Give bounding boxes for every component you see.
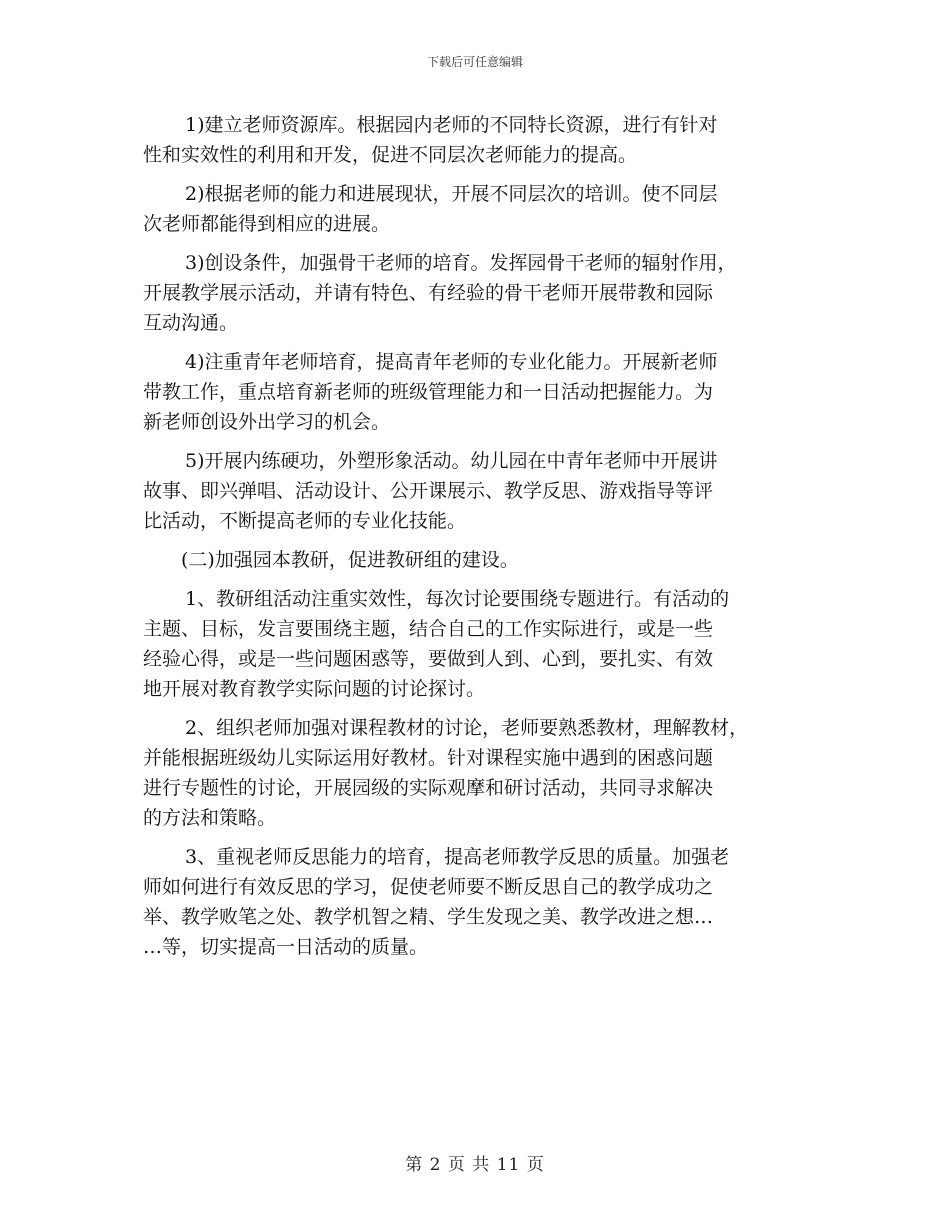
paragraph-line: 性和实效性的利用和开发，促进不同层次老师能力的提高。	[143, 144, 638, 166]
paragraph-line: 的方法和策略。	[143, 807, 277, 829]
paragraph-line: 地开展对教育教学实际问题的讨论探讨。	[143, 678, 486, 700]
paragraph-line: 1)建立老师资源库。根据园内老师的不同特长资源，进行有针对	[185, 114, 718, 136]
paragraph-line: 举、教学败笔之处、教学机智之精、学生发现之美、教学改进之想…	[143, 906, 714, 928]
paragraph-line: 次老师都能得到相应的进展。	[143, 213, 391, 235]
paragraph-line: 比活动，不断提高老师的专业化技能。	[143, 510, 467, 532]
paragraph-line: 经验心得，或是一些问题困惑等，要做到人到、心到，要扎实、有效	[143, 648, 714, 670]
paragraph-line: 带教工作，重点培育新老师的班级管理能力和一日活动把握能力。为	[143, 381, 714, 403]
paragraph-line: 2)根据老师的能力和进展现状，开展不同层次的培训。使不同层	[185, 183, 718, 205]
paragraph-line: 并能根据班级幼儿实际运用好教材。针对课程实施中遇到的困惑问题	[143, 747, 714, 769]
paragraph-line: 主题、目标，发言要围绕主题，结合自己的工作实际进行，或是一些	[143, 618, 714, 640]
paragraph	[143, 713, 811, 833]
paragraph-line: 3、重视老师反思能力的培育，提高老师教学反思的质量。加强老	[185, 846, 730, 868]
paragraph-line: (二)加强园本教研，促进教研组的建设。	[181, 549, 519, 571]
paragraph	[143, 842, 811, 962]
paragraph-line: 4)注重青年老师培育，提高青年老师的专业化能力。开展新老师	[185, 351, 718, 373]
paragraph-line: 故事、即兴弹唱、活动设计、公开课展示、教学反思、游戏指导等评	[143, 480, 714, 502]
paragraph-line: 师如何进行有效反思的学习，促使老师要不断反思自己的教学成功之	[143, 876, 714, 898]
paragraph-line: 新老师创设外出学习的机会。	[143, 411, 391, 433]
paragraph	[143, 347, 811, 437]
paragraph-line: 1、教研组活动注重实效性，每次讨论要围绕专题进行。有活动的	[185, 588, 730, 610]
paragraph	[143, 584, 811, 704]
paragraph-line: 互动沟通。	[143, 312, 239, 334]
paragraph	[143, 248, 811, 338]
paragraph-line: 进行专题性的讨论，开展园级的实际观摩和研讨活动，共同寻求解决	[143, 777, 714, 799]
paragraph	[143, 446, 811, 536]
paragraph-line: 2、组织老师加强对课程教材的讨论，老师要熟悉教材，理解教材，	[185, 717, 749, 739]
document-body	[143, 110, 811, 962]
page-header-note: 下载后可任意编辑	[426, 55, 523, 69]
paragraph	[143, 179, 811, 239]
paragraph-line: 开展教学展示活动，并请有特色、有经验的骨干老师开展带教和园际	[143, 282, 714, 304]
page-number-footer: 第 2 页 共 11 页	[405, 1155, 545, 1175]
paragraph-line: …等，切实提高一日活动的质量。	[143, 936, 429, 958]
paragraph	[143, 110, 811, 170]
paragraph-line: 3)创设条件，加强骨干老师的培育。发挥园骨干老师的辐射作用，	[185, 252, 737, 274]
paragraph-line: 5)开展内练硬功，外塑形象活动。幼儿园在中青年老师中开展讲	[185, 450, 718, 472]
section-heading	[143, 545, 811, 575]
